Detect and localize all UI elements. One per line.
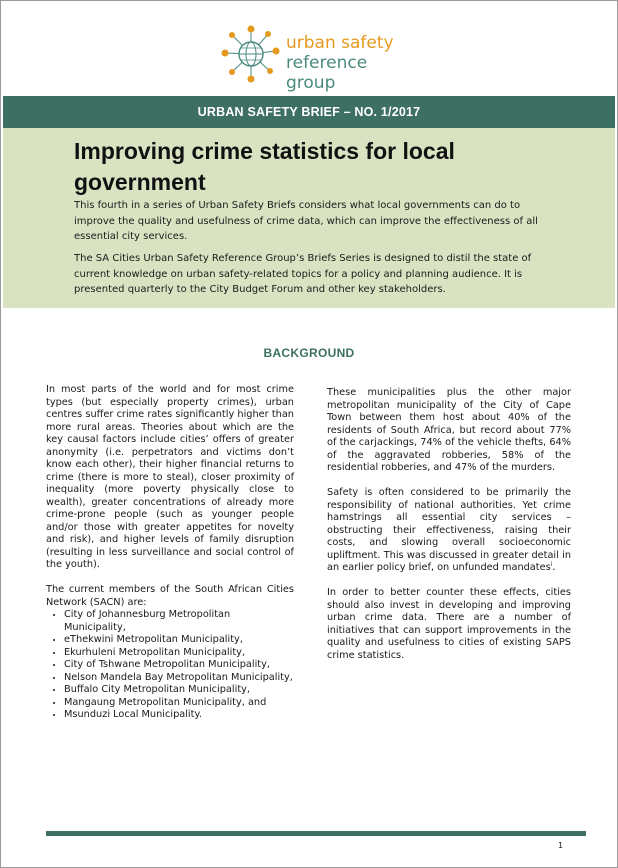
left-column: [46, 384, 294, 722]
right-paragraph-2-text: Safety is often considered to be primarily the responsibility of national authorities. Yet crime hamstrings all essential city services – obstructing their effectiveness, raising their costs, and slowing overall socioeconomic upliftment. This was discussed in greater detail in an earlier policy brief, on unfunded mandates: [327, 487, 571, 573]
list-item: • Msunduzi Local Municipality.: [64, 709, 294, 722]
network-globe-icon: [220, 25, 282, 83]
right-paragraph-1: These municipalities plus the other major metropolitan municipality of the City of Cape Town between them host about 40% of the residents of South Africa, but record about 77% of the carjackings, 74% of the vehicle thefts, 64% of the aggravated robberies, 58% of the residential robberies, and 47% of the murders.: [327, 387, 571, 473]
list-item: • Ekurhuleni Metropolitan Municipality,: [64, 647, 294, 660]
list-item: • Nelson Mandela Bay Metropolitan Municipality,: [64, 672, 294, 685]
right-paragraph-3: In order to better counter these effects, cities should also invest in developing and improving urban crime data. There are a number of initiatives that can support improvements in the quality and usefulness to cities of existing SAPS crime statistics.: [327, 587, 571, 661]
list-item: • Buffalo City Metropolitan Municipality,: [64, 684, 294, 697]
intro-paragraph-2: The SA Cities Urban Safety Reference Group’s Briefs Series is designed to distil the state of current knowledge on urban safety-related topics for a policy and planning audience. It is presented quarterly to the City Budget Forum and other key stakeholders.: [74, 253, 532, 296]
right-paragraph-2-end: .: [552, 562, 556, 573]
list-item: • eThekwini Metropolitan Municipality,: [64, 634, 294, 647]
page-number: 1: [558, 841, 564, 850]
left-paragraph-2: The current members of the South African Cities Network (SACN) are:: [46, 584, 294, 608]
page-title: Improving crime statistics for local government: [74, 138, 455, 195]
list-item: • City of Johannesburg Metropolitan Municipality,: [64, 609, 294, 634]
section-heading-background: BACKGROUND: [263, 346, 355, 360]
logo: [220, 25, 400, 93]
footer-rule: [46, 831, 586, 836]
intro-paragraph-1: This fourth in a series of Urban Safety Briefs considers what local governments can do to improve the quality and usefulness of crime data, which can improve the effectiveness of all essential city services.: [74, 200, 538, 243]
logo-wordmark: [286, 33, 400, 93]
logo-line-1: urban safety: [286, 33, 394, 53]
logo-line-2: reference group: [286, 53, 368, 93]
brief-number-banner: URBAN SAFETY BRIEF – NO. 1/2017: [3, 96, 615, 128]
list-item: • City of Tshwane Metropolitan Municipality,: [64, 659, 294, 672]
sacn-members-list: [46, 609, 294, 722]
left-paragraph-1: In most parts of the world and for most crime types (but especially property crimes), urban centres suffer crime rates significantly higher than more rural areas. Theories about which are the key causal factors include cities’ offers of greater anonymity (i.e. perpetrators and victims don’t know each other), their higher financial returns to crime (there is more to steal), closer proximity of inequality (more poverty physically close to wealth), greater concentrations of already more crime-prone people (such as younger people and/or those with greater appetites for novelty and risk), and higher levels of family disruption (resulting in less surveillance and social control of the youth).: [46, 384, 294, 570]
footnote-marker[interactable]: i: [550, 560, 553, 568]
list-item: • Mangaung Metropolitan Municipality, and: [64, 697, 294, 710]
right-column: [327, 387, 571, 675]
right-paragraph-2: [327, 487, 571, 575]
